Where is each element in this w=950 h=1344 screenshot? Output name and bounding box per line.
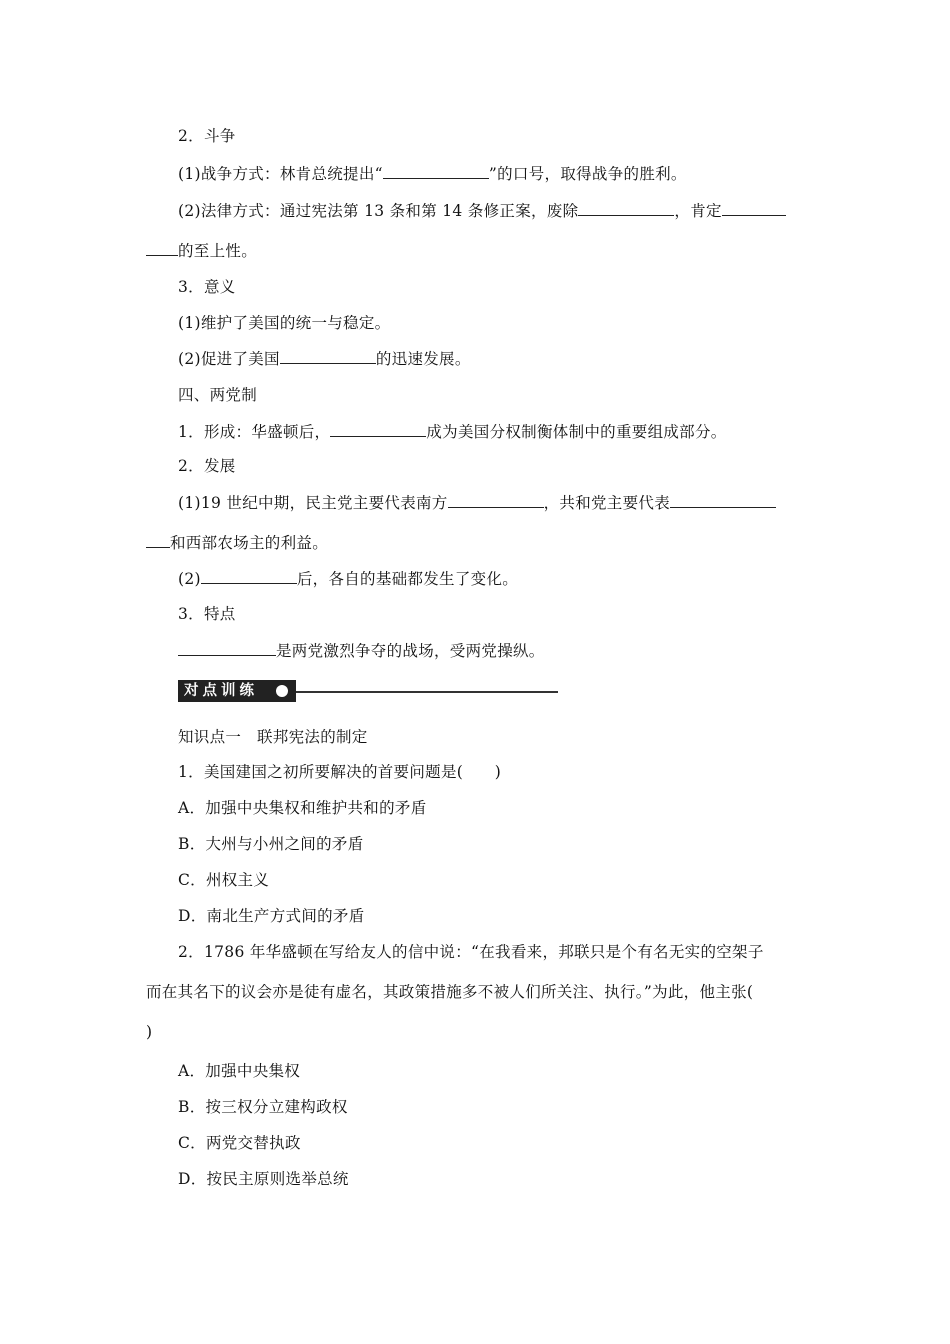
question-line: (1)战争方式：林肯总统提出“ ”的口号，取得战争的胜利。	[178, 165, 687, 183]
heading-features: 3．特点	[178, 605, 236, 623]
question-line: 是两党激烈争夺的战场，受两党操纵。	[178, 640, 545, 661]
section-heading: 四、两党制	[178, 386, 258, 404]
question-line: 1．形成：华盛顿后， 成为美国分权制衡体制中的重要组成部分。	[178, 423, 727, 441]
banner-rule	[296, 691, 558, 693]
question-1: 1．美国建国之初所要解决的首要问题是( )	[178, 763, 502, 781]
fill-blank[interactable]	[722, 200, 786, 216]
question-line: 和西部农场主的利益。	[146, 532, 328, 553]
option-b[interactable]: B．大州与小州之间的矛盾	[178, 835, 364, 853]
fill-blank[interactable]	[578, 200, 674, 216]
fill-blank[interactable]	[670, 492, 776, 508]
option-d[interactable]: D．按民主原则选举总统	[178, 1170, 349, 1188]
question-line: (1)19 世纪中期，民主党主要代表南方 ，共和党主要代表	[178, 492, 776, 513]
text-line: (1)维护了美国的统一与稳定。	[178, 314, 391, 332]
fill-blank[interactable]	[280, 348, 376, 364]
fill-blank[interactable]	[330, 421, 426, 437]
option-b[interactable]: B．按三权分立建构政权	[178, 1098, 348, 1116]
heading-struggle: 2．斗争	[178, 127, 236, 145]
fill-blank[interactable]	[178, 640, 276, 656]
option-a[interactable]: A．加强中央集权和维护共和的矛盾	[178, 799, 427, 817]
fill-blank[interactable]	[201, 568, 297, 584]
question-line: (2) 后，各自的基础都发生了变化。	[178, 570, 519, 588]
heading-significance: 3．意义	[178, 278, 236, 296]
fill-blank[interactable]	[448, 492, 544, 508]
question-line: (2)促进了美国 的迅速发展。	[178, 350, 471, 368]
heading-development: 2．发展	[178, 457, 236, 475]
fill-blank[interactable]	[146, 240, 178, 256]
fill-blank[interactable]	[383, 163, 489, 179]
option-d[interactable]: D．南北生产方式间的矛盾	[178, 907, 365, 925]
fill-blank[interactable]	[146, 532, 170, 548]
question-2-continued: 而在其名下的议会亦是徒有虚名，其政策措施多不被人们所关注、执行。”为此，他主张(	[146, 983, 754, 1001]
question-2: 2．1786 年华盛顿在写给友人的信中说：“在我看来，邦联只是个有名无实的空架子	[178, 943, 764, 961]
question-line: 的至上性。	[146, 240, 257, 261]
banner-label: 对点训练	[178, 680, 296, 702]
option-a[interactable]: A．加强中央集权	[178, 1062, 301, 1080]
option-c[interactable]: C．州权主义	[178, 871, 270, 889]
option-c[interactable]: C．两党交替执政	[178, 1134, 301, 1152]
banner-dot-icon	[276, 685, 288, 697]
knowledge-point-heading: 知识点一 联邦宪法的制定	[178, 728, 368, 746]
question-2-end: )	[146, 1023, 153, 1041]
practice-banner	[178, 680, 558, 702]
question-line: (2)法律方式：通过宪法第 13 条和第 14 条修正案，废除 ，肯定	[178, 200, 786, 221]
